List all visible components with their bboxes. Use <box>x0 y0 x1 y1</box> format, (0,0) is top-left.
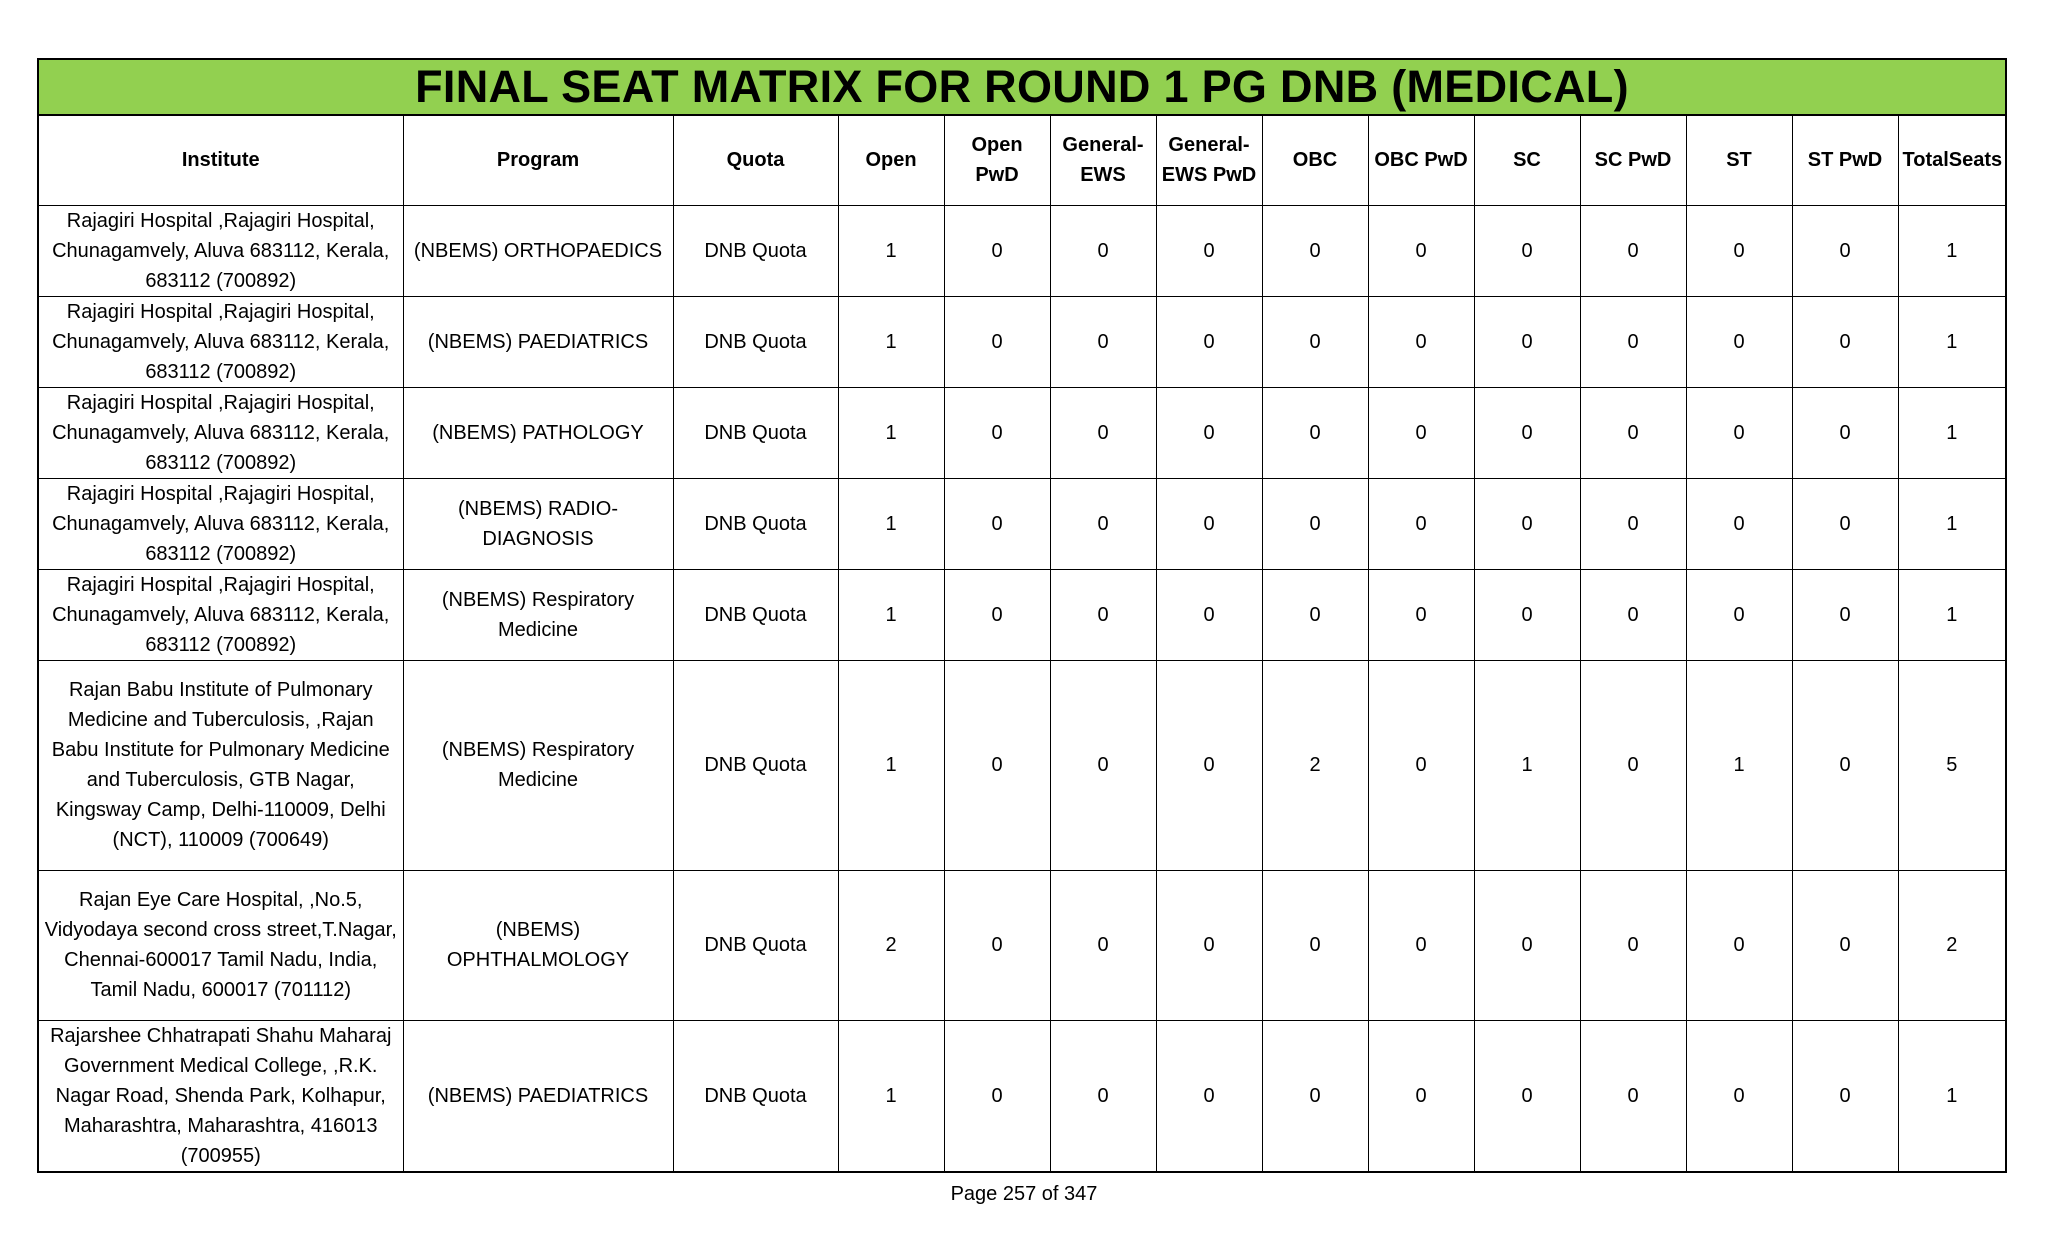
seat-count-cell: 0 <box>1262 1020 1368 1172</box>
column-header-sc-pwd: SC PwD <box>1580 115 1686 205</box>
seat-count-cell: 0 <box>1580 569 1686 660</box>
seat-count-cell: 0 <box>944 569 1050 660</box>
seat-count-cell: 0 <box>1474 296 1580 387</box>
seat-count-cell: 0 <box>1580 478 1686 569</box>
institute-cell: Rajarshee Chhatrapati Shahu Maharaj Government Medical College, ,R.K. Nagar Road, Shenda Park, Kolhapur, Maharashtra, Maharashtra, 416013 (700955) <box>38 1020 403 1172</box>
seat-count-cell: 0 <box>1580 296 1686 387</box>
seat-count-cell: 0 <box>1686 569 1792 660</box>
seat-count-cell: 2 <box>1262 660 1368 870</box>
seat-count-cell: 1 <box>838 296 944 387</box>
seat-count-cell: 0 <box>1262 870 1368 1020</box>
seat-matrix-sheet <box>37 58 2007 1173</box>
seat-count-cell: 0 <box>1580 387 1686 478</box>
page-title: FINAL SEAT MATRIX FOR ROUND 1 PG DNB (MEDICAL) <box>37 58 2007 114</box>
seat-count-cell: 0 <box>1156 296 1262 387</box>
seat-count-cell: 0 <box>1686 296 1792 387</box>
column-header-quota: Quota <box>673 115 838 205</box>
seat-count-cell: 0 <box>944 387 1050 478</box>
column-header-totalseats: TotalSeats <box>1898 115 2006 205</box>
program-cell: (NBEMS) Respiratory Medicine <box>403 660 673 870</box>
seat-count-cell: 1 <box>838 387 944 478</box>
column-header-st-pwd: ST PwD <box>1792 115 1898 205</box>
institute-cell: Rajagiri Hospital ,Rajagiri Hospital, Chunagamvely, Aluva 683112, Kerala, 683112 (700892) <box>38 296 403 387</box>
quota-cell: DNB Quota <box>673 478 838 569</box>
table-row <box>38 296 2006 387</box>
seat-count-cell: 0 <box>1262 569 1368 660</box>
seat-count-cell: 0 <box>1792 387 1898 478</box>
column-header-institute: Institute <box>38 115 403 205</box>
seat-count-cell: 0 <box>1792 1020 1898 1172</box>
quota-cell: DNB Quota <box>673 296 838 387</box>
table-row <box>38 205 2006 296</box>
seat-count-cell: 0 <box>944 205 1050 296</box>
table-row <box>38 478 2006 569</box>
institute-cell: Rajagiri Hospital ,Rajagiri Hospital, Chunagamvely, Aluva 683112, Kerala, 683112 (700892) <box>38 387 403 478</box>
program-cell: (NBEMS) PAEDIATRICS <box>403 1020 673 1172</box>
seat-count-cell: 0 <box>1050 660 1156 870</box>
seat-count-cell: 1 <box>1898 296 2006 387</box>
seat-count-cell: 0 <box>1580 660 1686 870</box>
seat-count-cell: 0 <box>1686 205 1792 296</box>
program-cell: (NBEMS) OPHTHALMOLOGY <box>403 870 673 1020</box>
seat-count-cell: 5 <box>1898 660 2006 870</box>
seat-count-cell: 0 <box>1474 1020 1580 1172</box>
seat-count-cell: 0 <box>1156 660 1262 870</box>
institute-cell: Rajagiri Hospital ,Rajagiri Hospital, Chunagamvely, Aluva 683112, Kerala, 683112 (700892) <box>38 205 403 296</box>
table-row <box>38 660 2006 870</box>
seat-count-cell: 1 <box>1686 660 1792 870</box>
seat-count-cell: 0 <box>1368 387 1474 478</box>
program-cell: (NBEMS) Respiratory Medicine <box>403 569 673 660</box>
column-header-st: ST <box>1686 115 1792 205</box>
seat-matrix-table <box>37 114 2007 1173</box>
seat-count-cell: 0 <box>1050 296 1156 387</box>
seat-count-cell: 0 <box>1262 387 1368 478</box>
seat-count-cell: 1 <box>838 478 944 569</box>
seat-count-cell: 0 <box>1156 205 1262 296</box>
seat-count-cell: 2 <box>838 870 944 1020</box>
program-cell: (NBEMS) PATHOLOGY <box>403 387 673 478</box>
seat-count-cell: 0 <box>1050 870 1156 1020</box>
institute-cell: Rajagiri Hospital ,Rajagiri Hospital, Chunagamvely, Aluva 683112, Kerala, 683112 (700892) <box>38 569 403 660</box>
seat-count-cell: 1 <box>1898 205 2006 296</box>
seat-count-cell: 0 <box>944 660 1050 870</box>
program-cell: (NBEMS) RADIO-DIAGNOSIS <box>403 478 673 569</box>
seat-count-cell: 0 <box>944 296 1050 387</box>
seat-count-cell: 0 <box>1580 205 1686 296</box>
program-cell: (NBEMS) ORTHOPAEDICS <box>403 205 673 296</box>
seat-count-cell: 0 <box>1368 296 1474 387</box>
quota-cell: DNB Quota <box>673 387 838 478</box>
seat-count-cell: 0 <box>1792 205 1898 296</box>
seat-count-cell: 0 <box>1686 870 1792 1020</box>
seat-count-cell: 0 <box>1368 205 1474 296</box>
seat-count-cell: 0 <box>1686 1020 1792 1172</box>
column-header-obc: OBC <box>1262 115 1368 205</box>
seat-count-cell: 0 <box>1368 478 1474 569</box>
seat-count-cell: 1 <box>838 569 944 660</box>
seat-count-cell: 0 <box>1262 296 1368 387</box>
table-row <box>38 387 2006 478</box>
seat-count-cell: 0 <box>1156 1020 1262 1172</box>
quota-cell: DNB Quota <box>673 660 838 870</box>
seat-count-cell: 0 <box>1050 478 1156 569</box>
institute-cell: Rajan Babu Institute of Pulmonary Medicine and Tuberculosis, ,Rajan Babu Institute for Pulmonary Medicine and Tuberculosis, GTB Nagar, Kingsway Camp, Delhi-110009, Delhi (NCT), 110009 (700649) <box>38 660 403 870</box>
seat-count-cell: 0 <box>1686 478 1792 569</box>
seat-count-cell: 0 <box>1686 387 1792 478</box>
seat-count-cell: 0 <box>1368 660 1474 870</box>
seat-count-cell: 0 <box>1050 387 1156 478</box>
quota-cell: DNB Quota <box>673 1020 838 1172</box>
seat-count-cell: 1 <box>1898 387 2006 478</box>
seat-count-cell: 0 <box>1050 205 1156 296</box>
column-header-program: Program <box>403 115 673 205</box>
seat-count-cell: 0 <box>944 1020 1050 1172</box>
seat-count-cell: 0 <box>1262 478 1368 569</box>
seat-count-cell: 2 <box>1898 870 2006 1020</box>
seat-count-cell: 1 <box>1474 660 1580 870</box>
seat-count-cell: 0 <box>1792 870 1898 1020</box>
institute-cell: Rajan Eye Care Hospital, ,No.5, Vidyodaya second cross street,T.Nagar, Chennai-600017 Tamil Nadu, India, Tamil Nadu, 600017 (701112) <box>38 870 403 1020</box>
quota-cell: DNB Quota <box>673 205 838 296</box>
seat-count-cell: 0 <box>1368 569 1474 660</box>
column-header-general-ews-pwd: General-EWS PwD <box>1156 115 1262 205</box>
seat-count-cell: 0 <box>1050 569 1156 660</box>
seat-count-cell: 0 <box>1474 478 1580 569</box>
column-header-open-pwd: Open PwD <box>944 115 1050 205</box>
seat-count-cell: 1 <box>1898 478 2006 569</box>
seat-count-cell: 0 <box>1262 205 1368 296</box>
table-row <box>38 870 2006 1020</box>
column-header-general-ews: General-EWS <box>1050 115 1156 205</box>
column-header-open: Open <box>838 115 944 205</box>
table-row <box>38 1020 2006 1172</box>
quota-cell: DNB Quota <box>673 870 838 1020</box>
seat-count-cell: 0 <box>1368 870 1474 1020</box>
seat-count-cell: 1 <box>838 205 944 296</box>
seat-count-cell: 0 <box>1792 569 1898 660</box>
quota-cell: DNB Quota <box>673 569 838 660</box>
seat-count-cell: 0 <box>1474 870 1580 1020</box>
program-cell: (NBEMS) PAEDIATRICS <box>403 296 673 387</box>
seat-count-cell: 0 <box>1474 569 1580 660</box>
seat-count-cell: 0 <box>1792 478 1898 569</box>
column-header-obc-pwd: OBC PwD <box>1368 115 1474 205</box>
seat-count-cell: 0 <box>1156 478 1262 569</box>
seat-count-cell: 0 <box>1368 1020 1474 1172</box>
seat-count-cell: 0 <box>1474 387 1580 478</box>
column-header-sc: SC <box>1474 115 1580 205</box>
seat-count-cell: 0 <box>1580 1020 1686 1172</box>
seat-count-cell: 1 <box>838 660 944 870</box>
seat-count-cell: 0 <box>1580 870 1686 1020</box>
seat-count-cell: 0 <box>1156 870 1262 1020</box>
seat-count-cell: 0 <box>1474 205 1580 296</box>
table-header-row <box>38 115 2006 205</box>
seat-count-cell: 0 <box>944 478 1050 569</box>
seat-count-cell: 0 <box>1156 387 1262 478</box>
table-body <box>38 205 2006 1172</box>
page-number: Page 257 of 347 <box>950 1183 1098 1205</box>
seat-count-cell: 1 <box>1898 569 2006 660</box>
seat-count-cell: 0 <box>1792 296 1898 387</box>
table-row <box>38 569 2006 660</box>
seat-count-cell: 0 <box>1050 1020 1156 1172</box>
seat-count-cell: 1 <box>1898 1020 2006 1172</box>
seat-count-cell: 1 <box>838 1020 944 1172</box>
institute-cell: Rajagiri Hospital ,Rajagiri Hospital, Chunagamvely, Aluva 683112, Kerala, 683112 (700892) <box>38 478 403 569</box>
seat-count-cell: 0 <box>1792 660 1898 870</box>
seat-count-cell: 0 <box>944 870 1050 1020</box>
seat-count-cell: 0 <box>1156 569 1262 660</box>
